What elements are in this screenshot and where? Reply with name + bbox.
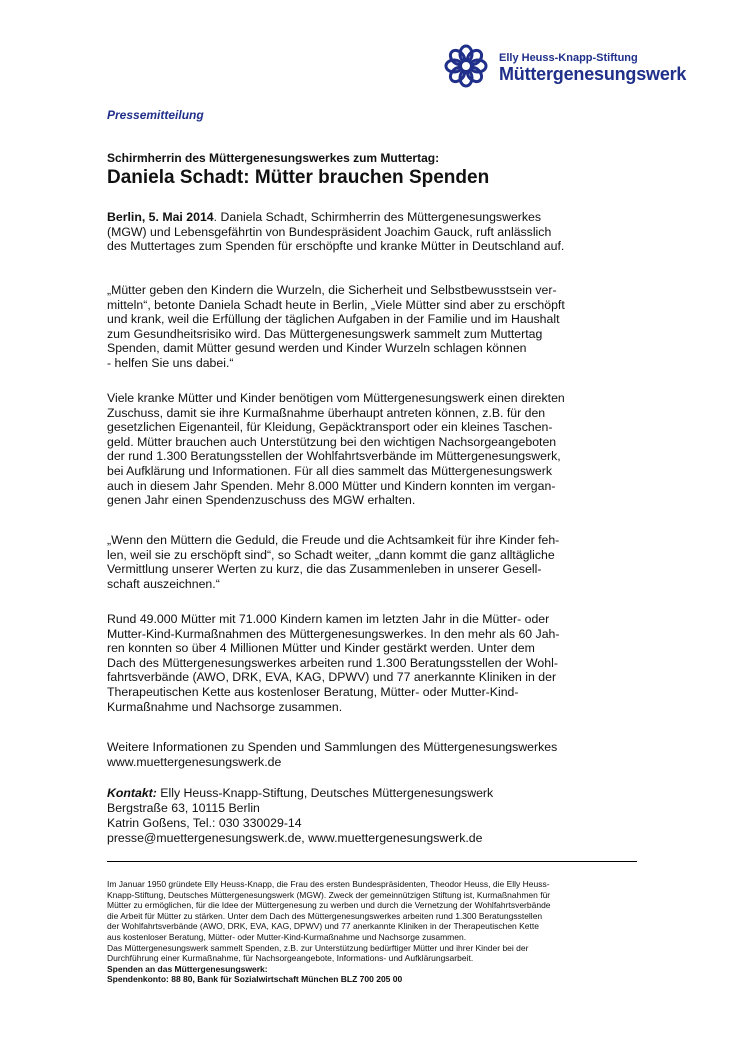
footer-line: Das Müttergenesungswerk sammelt Spenden, z.B. zur Unterstützung bedürftiger Mütter und ihrer Kinder bei der: [107, 942, 529, 953]
logo-brand-name: Müttergenesungswerk: [499, 64, 687, 84]
paragraph-line: der rund 1.300 Beratungsstellen der Wohlfahrtsverbände im Müttergenesungswerk,: [107, 449, 561, 464]
headline-subtitle: Schirmherrin des Müttergenesungswerkes zum Muttertag:: [107, 151, 440, 165]
paragraph-line: (MGW) und Lebensgefährtin von Bundespräsident Joachim Gauck, ruft anlässlich: [107, 224, 552, 239]
footer-line: Mütter zu ermöglichen, für die Idee der Müttergenesung zu werben und durch die Vernetzung der Wohlfahrtsverbände: [107, 900, 551, 911]
paragraph-line: Viele kranke Mütter und Kinder benötigen vom Müttergenesungswerk einen direkten: [107, 391, 565, 405]
paragraph-line: Weitere Informationen zu Spenden und Sammlungen des Müttergenesungswerkes: [107, 740, 558, 754]
paragraph-line: Zuschuss, damit sie ihre Kurmaßnahme überhaupt antreten können, z.B. für den: [107, 405, 546, 420]
paragraph-quote-1: [107, 283, 647, 371]
paragraph-line: Mutter-Kind-Kurmaßnahmen des Müttergenesungswerkes. In den mehr als 60 Jah-: [107, 626, 560, 641]
footer-line: Im Januar 1950 gründete Elly Heuss-Knapp, die Frau des ersten Bundespräsidenten, Theodor Heuss, die Elly Heuss-: [107, 879, 550, 889]
paragraph-more-info: [107, 740, 647, 769]
paragraph-line: auch in diesem Jahr Spenden. Mehr 8.000 Mütter und Kindern konnten im vergan-: [107, 478, 556, 493]
footer-line: der Wohlfahrtsverbände (AWO, DRK, EVA, KAG, DPWV) und 77 anerkannte Kliniken in der Therapeutischen Kette: [107, 921, 539, 932]
footer-boilerplate: [107, 879, 643, 985]
paragraph-line: des Muttertages zum Spenden für erschöpfte und kranke Mütter in Deutschland auf.: [107, 239, 565, 254]
paragraph-line: Vermittlung unserer Werten zu kurz, die das Zusammenleben in unserer Gesell-: [107, 562, 542, 577]
flower-logo-icon: [444, 44, 488, 88]
dateline: Berlin, 5. Mai 2014: [107, 210, 214, 224]
paragraph-line: Spenden, damit Mütter gesund werden und Kinder Wurzeln schlagen können: [107, 341, 527, 356]
footer-donation-heading: Spenden an das Müttergenesungswerk:: [107, 963, 268, 974]
paragraph-line: fahrtsverbände (AWO, DRK, EVA, KAG, DPWV) und 77 anerkannte Kliniken in der: [107, 670, 557, 685]
paragraph-line: len, weil sie zu erschöpft sind“, so Schadt weiter, „dann kommt die ganz alltägliche: [107, 547, 555, 562]
contact-person-phone: Katrin Goßens, Tel.: 030 330029-14: [107, 816, 302, 830]
contact-label: Kontakt:: [107, 786, 157, 800]
paragraph-line: ren konnten so über 4 Millionen Mütter und Kinder gestärkt werden. Unter dem: [107, 641, 535, 656]
paragraph-line: bei Aufklärung und Informationen. Für all dies sammelt das Müttergenesungswerk: [107, 463, 552, 478]
paragraph-intro: [107, 210, 647, 254]
website-link[interactable]: www.muettergenesungswerk.de: [107, 754, 282, 769]
footer-divider: [107, 861, 637, 862]
headline-title: Daniela Schadt: Mütter brauchen Spenden: [107, 167, 490, 188]
paragraph-line: Dach des Müttergenesungswerkes arbeiten rund 1.300 Beratungsstellen der Wohl-: [107, 655, 558, 670]
paragraph-line: genen Jahr einen Spendenzuschuss des MGW erhalten.: [107, 493, 416, 508]
paragraph-quote-2: [107, 533, 647, 591]
paragraph-line-text: . Daniela Schadt, Schirmherrin des Müttergenesungswerkes: [213, 210, 542, 224]
paragraph-line: geld. Mütter brauchen auch Unterstützung bei den wichtigen Nachsorgeangeboten: [107, 434, 557, 449]
paragraph-line: Kurmaßnahme und Nachsorge zusammen.: [107, 699, 343, 714]
paragraph-line: Rund 49.000 Mütter mit 71.000 Kindern kamen im letzten Jahr in die Mütter- oder: [107, 612, 550, 626]
logo-org-name: Elly Heuss-Knapp-Stiftung: [499, 52, 638, 64]
document-kind: Pressemitteilung: [107, 108, 204, 122]
paragraph-line: mitteln“, betonte Daniela Schadt heute in Berlin, „Viele Mütter sind aber zu erschöpft: [107, 297, 565, 312]
contact-address: Bergstraße 63, 10115 Berlin: [107, 801, 260, 815]
paragraph-line: - helfen Sie uns dabei.“: [107, 355, 234, 370]
paragraph-line: [107, 210, 647, 225]
footer-line: Knapp-Stiftung, Deutsches Müttergenesungswerk (MGW). Zweck der gemeinnützigen Stiftung ist, Kurmaßnahmen für: [107, 889, 551, 900]
paragraph-line: gesetzlichen Eigenanteil, für Kleidung, Gepäcktransport oder ein kleines Taschen-: [107, 420, 553, 435]
footer-line: Durchführung einer Kurmaßnahme, für Nachsorgeangebote, Informations- und Aufklärungsarbeit.: [107, 953, 474, 964]
footer-line: die Arbeit für Mütter zu stärken. Unter dem Dach des Müttergenesungswerkes arbeiten rund 1.300 Beratungsstellen: [107, 910, 543, 921]
paragraph-line: und krank, weil die Erfüllung der täglichen Aufgaben in der Familie und im Haushalt: [107, 312, 560, 327]
paragraph-statistics: [107, 612, 647, 714]
contact-email-web[interactable]: presse@muettergenesungswerk.de, www.muettergenesungswerk.de: [107, 831, 483, 845]
contact-organization: Elly Heuss-Knapp-Stiftung, Deutsches Müttergenesungswerk: [156, 786, 494, 800]
logo: [444, 44, 704, 92]
paragraph-line: zum Gesundheitsrisiko wird. Das Müttergenesungswerk sammelt zum Muttertag: [107, 326, 543, 341]
paragraph-line: Therapeutischen Kette aus kostenloser Beratung, Mütter- oder Mutter-Kind-: [107, 684, 519, 699]
contact-block: [107, 786, 493, 846]
paragraph-line: „Wenn den Müttern die Geduld, die Freude und die Achtsamkeit für ihre Kinder feh-: [107, 533, 560, 547]
paragraph-line: schaft auszeichnen.“: [107, 576, 220, 591]
footer-line: aus kostenloser Beratung, Mütter- oder Mutter-Kind-Kurmaßnahme und Nachsorge zusammen.: [107, 931, 467, 942]
footer-bank-account: Spendenkonto: 88 80, Bank für Sozialwirtschaft München BLZ 700 205 00: [107, 974, 403, 985]
paragraph-line: „Mütter geben den Kindern die Wurzeln, die Sicherheit und Selbstbewusstsein ver-: [107, 283, 557, 297]
paragraph-support: [107, 391, 647, 508]
contact-line: [107, 786, 493, 801]
